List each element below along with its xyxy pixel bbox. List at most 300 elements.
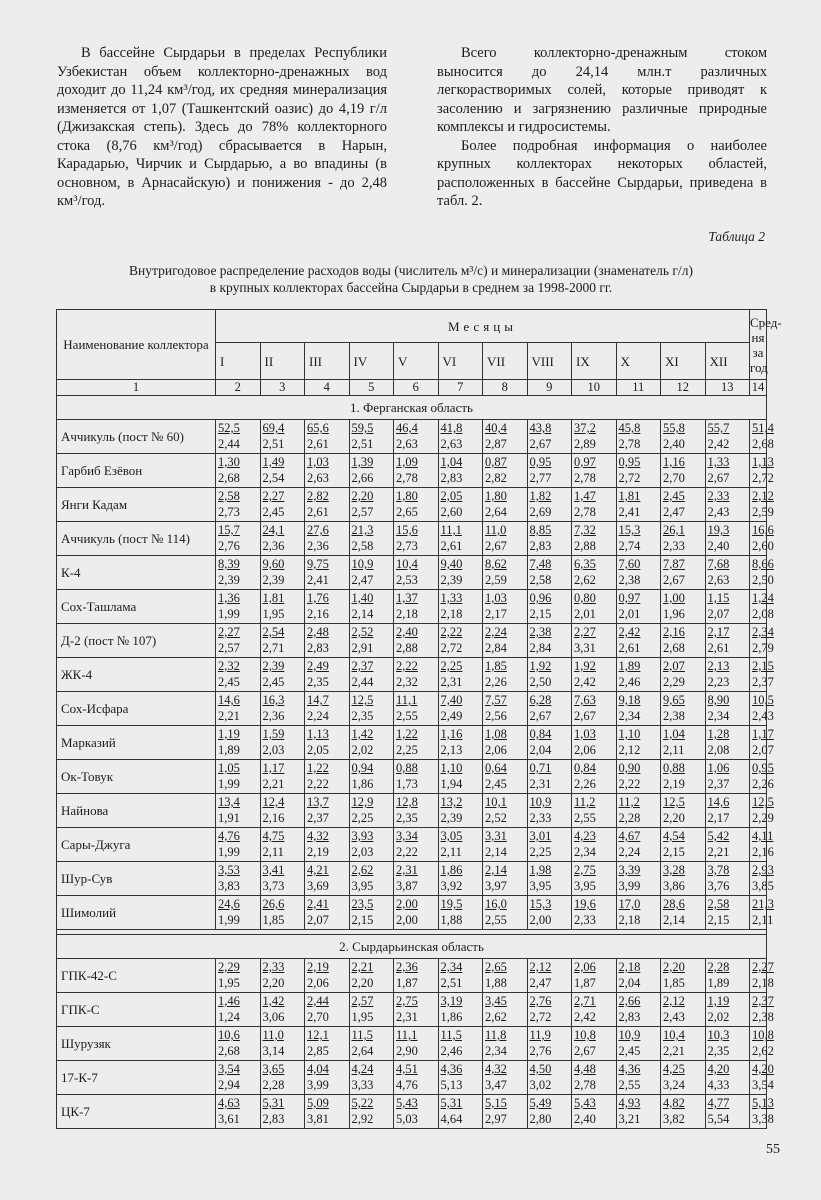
- value-cell: [750, 488, 774, 522]
- mineralization-value: 1,85: [262, 912, 285, 927]
- value-cell: [216, 993, 261, 1027]
- value-cell: [661, 760, 706, 794]
- value-cell: [260, 862, 305, 896]
- flow-value: 2,75: [396, 994, 418, 1008]
- flow-value: 2,28: [707, 960, 730, 974]
- flow-value: 2,22: [440, 625, 463, 639]
- collector-name: Сары-Джуга: [57, 828, 216, 862]
- flow-value: 21,3: [351, 523, 374, 537]
- value-cell: [216, 726, 261, 760]
- mineralization-value: 2,63: [440, 436, 463, 451]
- value-cell: [705, 828, 750, 862]
- flow-value: 0,95: [618, 455, 641, 469]
- value-cell: [349, 1027, 394, 1061]
- value-cell: [438, 624, 483, 658]
- mineralization-value: 2,45: [485, 776, 507, 791]
- flow-value: 1,22: [396, 727, 418, 741]
- mineralization-value: 1,86: [351, 776, 374, 791]
- flow-value: 7,60: [618, 557, 641, 571]
- flow-value: 2,39: [262, 659, 285, 673]
- flow-value: 2,37: [752, 994, 774, 1008]
- mineralization-value: 2,88: [396, 640, 418, 655]
- value-cell: [527, 862, 572, 896]
- value-cell: [616, 828, 661, 862]
- mineralization-value: 2,21: [707, 844, 730, 859]
- value-cell: [750, 794, 774, 828]
- collector-name: Д-2 (пост № 107): [57, 624, 216, 658]
- value-cell: [616, 794, 661, 828]
- mineralization-value: 1,24: [218, 1009, 240, 1024]
- value-cell: [216, 1095, 261, 1129]
- mineralization-value: 1,96: [663, 606, 685, 621]
- mineralization-value: 2,42: [574, 1009, 596, 1024]
- mineralization-value: 2,26: [574, 776, 596, 791]
- mineralization-value: 3,99: [307, 1077, 329, 1092]
- mineralization-value: 2,70: [307, 1009, 329, 1024]
- flow-value: 4,76: [218, 829, 240, 843]
- mineralization-value: 2,15: [707, 912, 730, 927]
- mineralization-value: 2,06: [485, 742, 507, 757]
- mineralization-value: 2,43: [707, 504, 730, 519]
- column-number: 12: [661, 380, 706, 396]
- value-cell: [572, 959, 617, 993]
- value-cell: [661, 692, 706, 726]
- table-row: [57, 522, 767, 556]
- month-header: XI: [661, 343, 706, 380]
- value-cell: [705, 862, 750, 896]
- value-cell: [260, 1027, 305, 1061]
- flow-value: 3,31: [485, 829, 507, 843]
- value-cell: [305, 862, 350, 896]
- mineralization-value: 2,40: [574, 1111, 596, 1126]
- flow-value: 12,1: [307, 1028, 329, 1042]
- value-cell: [305, 1027, 350, 1061]
- flow-value: 0,97: [618, 591, 641, 605]
- value-cell: [705, 1095, 750, 1129]
- mineralization-value: 2,72: [618, 470, 641, 485]
- value-cell: [260, 794, 305, 828]
- flow-value: 0,96: [529, 591, 552, 605]
- flow-value: 4,20: [707, 1062, 730, 1076]
- flow-value: 1,00: [663, 591, 685, 605]
- flow-value: 5,42: [707, 829, 730, 843]
- mineralization-value: 2,59: [485, 572, 507, 587]
- value-cell: [661, 590, 706, 624]
- month-header: XII: [705, 343, 750, 380]
- flow-value: 10,8: [574, 1028, 596, 1042]
- flow-value: 10,5: [752, 693, 774, 707]
- flow-value: 7,57: [485, 693, 507, 707]
- mineralization-value: 2,62: [574, 572, 596, 587]
- mineralization-value: 2,67: [529, 708, 552, 723]
- value-cell: [705, 993, 750, 1027]
- value-cell: [750, 760, 774, 794]
- mineralization-value: 3,95: [529, 878, 552, 893]
- value-cell: [483, 488, 528, 522]
- mineralization-value: 2,60: [752, 538, 774, 553]
- header-average: Сред-ня за год: [750, 310, 767, 380]
- mineralization-value: 2,06: [574, 742, 596, 757]
- mineralization-value: 2,66: [351, 470, 374, 485]
- flow-value: 8,39: [218, 557, 240, 571]
- value-cell: [305, 993, 350, 1027]
- mineralization-value: 2,61: [440, 538, 463, 553]
- table-row: [57, 624, 767, 658]
- flow-value: 1,13: [307, 727, 329, 741]
- flow-value: 2,93: [752, 863, 774, 877]
- flow-value: 51,4: [752, 421, 774, 435]
- flow-value: 11,0: [485, 523, 507, 537]
- flow-value: 4,24: [351, 1062, 374, 1076]
- value-cell: [527, 1095, 572, 1129]
- mineralization-value: 2,68: [752, 436, 774, 451]
- value-cell: [616, 726, 661, 760]
- mineralization-value: 2,64: [485, 504, 507, 519]
- mineralization-value: 2,03: [351, 844, 374, 859]
- mineralization-value: 2,05: [307, 742, 329, 757]
- mineralization-value: 3,33: [351, 1077, 374, 1092]
- mineralization-value: 2,07: [707, 606, 730, 621]
- flow-value: 1,42: [262, 994, 285, 1008]
- mineralization-value: 2,07: [752, 742, 774, 757]
- flow-value: 0,64: [485, 761, 507, 775]
- flow-value: 23,5: [351, 897, 374, 911]
- value-cell: [394, 692, 439, 726]
- flow-value: 1,24: [752, 591, 774, 605]
- value-cell: [394, 488, 439, 522]
- flow-value: 11,2: [618, 795, 640, 809]
- mineralization-value: 2,55: [618, 1077, 641, 1092]
- mineralization-value: 2,69: [529, 504, 552, 519]
- mineralization-value: 2,28: [262, 1077, 285, 1092]
- mineralization-value: 2,38: [663, 708, 685, 723]
- flow-value: 8,62: [485, 557, 507, 571]
- flow-value: 11,8: [485, 1028, 507, 1042]
- mineralization-value: 2,83: [529, 538, 552, 553]
- value-cell: [305, 1095, 350, 1129]
- month-header: II: [260, 343, 305, 380]
- mineralization-value: 2,29: [752, 810, 774, 825]
- mineralization-value: 2,02: [351, 742, 374, 757]
- value-cell: [305, 522, 350, 556]
- mineralization-value: 2,02: [707, 1009, 730, 1024]
- flow-value: 2,65: [485, 960, 507, 974]
- mineralization-value: 2,72: [529, 1009, 552, 1024]
- collector-name: 17-К-7: [57, 1061, 216, 1095]
- mineralization-value: 3,54: [752, 1077, 774, 1092]
- mineralization-value: 2,35: [307, 674, 329, 689]
- value-cell: [750, 959, 774, 993]
- value-cell: [349, 488, 394, 522]
- mineralization-value: 2,44: [218, 436, 240, 451]
- mineralization-value: 2,71: [262, 640, 285, 655]
- value-cell: [661, 959, 706, 993]
- flow-value: 5,22: [351, 1096, 374, 1110]
- mineralization-value: 1,73: [396, 776, 418, 791]
- value-cell: [438, 760, 483, 794]
- value-cell: [438, 1027, 483, 1061]
- value-cell: [305, 828, 350, 862]
- value-cell: [260, 896, 305, 930]
- value-cell: [527, 692, 572, 726]
- flow-value: 1,03: [485, 591, 507, 605]
- flow-value: 2,42: [618, 625, 641, 639]
- column-number: 5: [349, 380, 394, 396]
- value-cell: [572, 1095, 617, 1129]
- month-header: VI: [438, 343, 483, 380]
- flow-value: 5,43: [574, 1096, 596, 1110]
- flow-value: 1,86: [440, 863, 463, 877]
- value-cell: [750, 896, 774, 930]
- value-cell: [438, 454, 483, 488]
- value-cell: [572, 1027, 617, 1061]
- mineralization-value: 3,38: [752, 1111, 774, 1126]
- flow-value: 6,35: [574, 557, 596, 571]
- flow-value: 2,57: [351, 994, 374, 1008]
- flow-value: 1,81: [618, 489, 641, 503]
- mineralization-value: 2,57: [351, 504, 374, 519]
- value-cell: [260, 522, 305, 556]
- value-cell: [616, 760, 661, 794]
- table-row: [57, 828, 767, 862]
- flow-value: 11,1: [396, 1028, 418, 1042]
- flow-value: 3,78: [707, 863, 730, 877]
- mineralization-value: 3,69: [307, 878, 329, 893]
- value-cell: [616, 556, 661, 590]
- value-cell: [572, 488, 617, 522]
- value-cell: [260, 420, 305, 454]
- mineralization-value: 2,39: [262, 572, 285, 587]
- mineralization-value: 2,58: [529, 572, 552, 587]
- value-cell: [260, 590, 305, 624]
- value-cell: [483, 454, 528, 488]
- flow-value: 24,1: [262, 523, 285, 537]
- value-cell: [260, 692, 305, 726]
- flow-value: 12,9: [351, 795, 374, 809]
- value-cell: [705, 1027, 750, 1061]
- flow-value: 2,48: [307, 625, 329, 639]
- flow-value: 1,39: [351, 455, 374, 469]
- mineralization-value: 2,90: [396, 1043, 418, 1058]
- mineralization-value: 2,49: [440, 708, 463, 723]
- flow-value: 12,5: [663, 795, 685, 809]
- value-cell: [661, 896, 706, 930]
- value-cell: [394, 959, 439, 993]
- mineralization-value: 2,20: [262, 975, 285, 990]
- flow-value: 12,5: [351, 693, 374, 707]
- mineralization-value: 2,67: [485, 538, 507, 553]
- mineralization-value: 2,34: [485, 1043, 507, 1058]
- data-table: [56, 309, 782, 1129]
- value-cell: [572, 522, 617, 556]
- mineralization-value: 2,84: [485, 640, 507, 655]
- mineralization-value: 2,06: [307, 975, 329, 990]
- flow-value: 1,81: [262, 591, 285, 605]
- value-cell: [260, 454, 305, 488]
- value-cell: [394, 1095, 439, 1129]
- value-cell: [483, 420, 528, 454]
- flow-value: 10,3: [707, 1028, 730, 1042]
- flow-value: 2,71: [574, 994, 596, 1008]
- month-header: VII: [483, 343, 528, 380]
- flow-value: 2,33: [707, 489, 730, 503]
- flow-value: 28,6: [663, 897, 685, 911]
- table-row: [57, 692, 767, 726]
- mineralization-value: 2,11: [440, 844, 462, 859]
- collector-name: Аччикуль (пост № 60): [57, 420, 216, 454]
- mineralization-value: 3,83: [218, 878, 240, 893]
- mineralization-value: 2,41: [618, 504, 641, 519]
- flow-value: 26,6: [262, 897, 285, 911]
- table-row: [57, 1027, 767, 1061]
- mineralization-value: 2,18: [752, 975, 774, 990]
- mineralization-value: 1,99: [218, 776, 240, 791]
- flow-value: 1,04: [663, 727, 685, 741]
- mineralization-value: 2,25: [529, 844, 552, 859]
- mineralization-value: 1,88: [440, 912, 463, 927]
- mineralization-value: 2,53: [396, 572, 418, 587]
- mineralization-value: 2,62: [485, 1009, 507, 1024]
- value-cell: [616, 590, 661, 624]
- flow-value: 12,8: [396, 795, 418, 809]
- flow-value: 2,31: [396, 863, 418, 877]
- mineralization-value: 2,16: [752, 844, 774, 859]
- flow-value: 26,1: [663, 523, 685, 537]
- flow-value: 2,13: [707, 659, 730, 673]
- value-cell: [750, 828, 774, 862]
- flow-value: 1,80: [396, 489, 418, 503]
- mineralization-value: 3,06: [262, 1009, 285, 1024]
- flow-value: 65,6: [307, 421, 329, 435]
- value-cell: [305, 726, 350, 760]
- flow-value: 4,48: [574, 1062, 596, 1076]
- column-number: 9: [527, 380, 572, 396]
- value-cell: [483, 1095, 528, 1129]
- mineralization-value: 2,39: [440, 572, 463, 587]
- mineralization-value: 2,28: [618, 810, 641, 825]
- flow-value: 5,09: [307, 1096, 329, 1110]
- flow-value: 4,75: [262, 829, 285, 843]
- flow-value: 2,18: [618, 960, 641, 974]
- value-cell: [616, 658, 661, 692]
- mineralization-value: 2,77: [529, 470, 552, 485]
- table-row: [57, 420, 767, 454]
- table-row: [57, 959, 767, 993]
- mineralization-value: 2,36: [262, 538, 285, 553]
- mineralization-value: 2,29: [663, 674, 685, 689]
- mineralization-value: 1,89: [218, 742, 240, 757]
- flow-value: 55,7: [707, 421, 730, 435]
- value-cell: [394, 726, 439, 760]
- flow-value: 55,8: [663, 421, 685, 435]
- flow-value: 10,9: [351, 557, 374, 571]
- value-cell: [572, 454, 617, 488]
- flow-value: 69,4: [262, 421, 285, 435]
- flow-value: 6,28: [529, 693, 552, 707]
- flow-value: 2,62: [351, 863, 374, 877]
- flow-value: 3,28: [663, 863, 685, 877]
- flow-value: 1,10: [440, 761, 463, 775]
- mineralization-value: 2,39: [218, 572, 240, 587]
- flow-value: 2,33: [262, 960, 285, 974]
- value-cell: [438, 828, 483, 862]
- value-cell: [483, 993, 528, 1027]
- mineralization-value: 3,81: [307, 1111, 329, 1126]
- value-cell: [527, 896, 572, 930]
- flow-value: 1,36: [218, 591, 240, 605]
- flow-value: 0,97: [574, 455, 596, 469]
- value-cell: [438, 993, 483, 1027]
- value-cell: [572, 590, 617, 624]
- mineralization-value: 2,12: [618, 742, 641, 757]
- flow-value: 5,31: [440, 1096, 463, 1110]
- column-number: 11: [616, 380, 661, 396]
- mineralization-value: 2,08: [707, 742, 730, 757]
- flow-value: 46,4: [396, 421, 418, 435]
- mineralization-value: 2,03: [262, 742, 285, 757]
- collector-name: ГПК-С: [57, 993, 216, 1027]
- table-row: [57, 488, 767, 522]
- mineralization-value: 2,07: [307, 912, 329, 927]
- value-cell: [483, 658, 528, 692]
- mineralization-value: 1,99: [218, 606, 240, 621]
- flow-value: 2,00: [396, 897, 418, 911]
- flow-value: 0,95: [752, 761, 774, 775]
- flow-value: 5,43: [396, 1096, 418, 1110]
- value-cell: [394, 862, 439, 896]
- mineralization-value: 2,43: [752, 708, 774, 723]
- value-cell: [527, 760, 572, 794]
- flow-value: 4,51: [396, 1062, 418, 1076]
- mineralization-value: 2,04: [618, 975, 641, 990]
- collector-name: ЖК-4: [57, 658, 216, 692]
- flow-value: 3,93: [351, 829, 374, 843]
- mineralization-value: 1,91: [218, 810, 240, 825]
- table-row: [57, 993, 767, 1027]
- flow-value: 10,8: [752, 1028, 774, 1042]
- flow-value: 2,12: [529, 960, 552, 974]
- flow-value: 4,32: [485, 1062, 507, 1076]
- value-cell: [305, 556, 350, 590]
- flow-value: 7,87: [663, 557, 685, 571]
- value-cell: [661, 454, 706, 488]
- flow-value: 2,15: [752, 659, 774, 673]
- flow-value: 4,67: [618, 829, 641, 843]
- flow-value: 2,27: [218, 625, 240, 639]
- flow-value: 4,04: [307, 1062, 329, 1076]
- page-number: 55: [766, 1142, 780, 1157]
- table-row: [57, 590, 767, 624]
- value-cell: [216, 896, 261, 930]
- value-cell: [572, 794, 617, 828]
- flow-value: 3,45: [485, 994, 507, 1008]
- value-cell: [483, 862, 528, 896]
- table-row: [57, 1095, 767, 1129]
- flow-value: 10,4: [396, 557, 418, 571]
- table-row: [57, 896, 767, 930]
- mineralization-value: 2,39: [440, 810, 463, 825]
- value-cell: [527, 590, 572, 624]
- mineralization-value: 2,11: [663, 742, 685, 757]
- flow-value: 11,1: [440, 523, 462, 537]
- column-number: 7: [438, 380, 483, 396]
- value-cell: [216, 828, 261, 862]
- value-cell: [260, 993, 305, 1027]
- value-cell: [349, 420, 394, 454]
- value-cell: [616, 1061, 661, 1095]
- mineralization-value: 2,61: [618, 640, 641, 655]
- mineralization-value: 2,08: [752, 606, 774, 621]
